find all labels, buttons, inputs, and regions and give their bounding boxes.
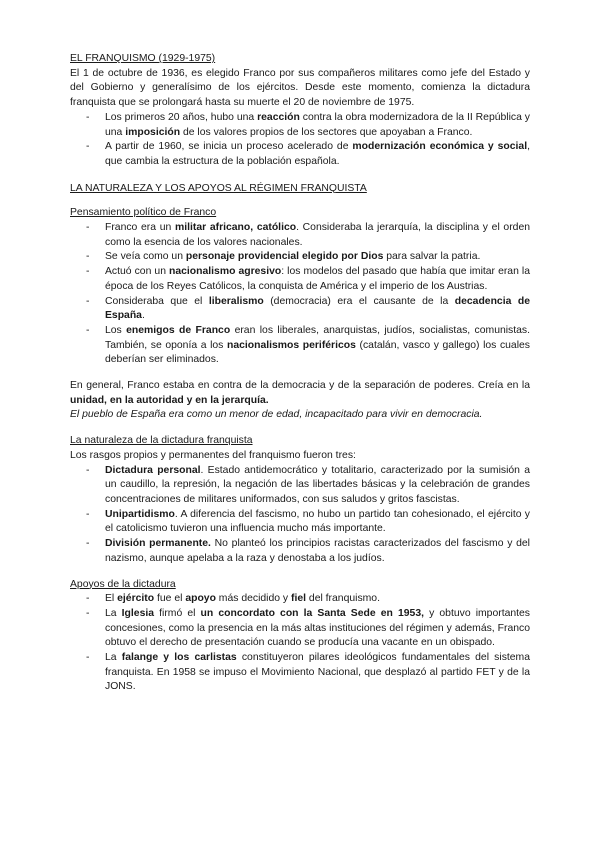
- intro-list: [70, 111, 530, 170]
- naturaleza-intro: Los rasgos propios y permanentes del franquismo fueron tres:: [70, 449, 356, 461]
- italic-note: El pueblo de España era como un menor de edad, incapacitado para vivir en democracia.: [70, 409, 483, 421]
- apoyos-list: [70, 592, 530, 695]
- intro-paragraph: El 1 de octubre de 1936, es elegido Franco por sus compañeros militares como jefe del Estado y del Gobierno y generalísimo de los ejércitos. Desde este momento, comienza la dictadura franquista que se prolongará hasta su muerte el 20 de noviembre de 1975.: [70, 67, 530, 109]
- list-item: - A partir de 1960, se inicia un proceso acelerado de modernización económica y social, que cambia la estructura de la población española.: [105, 140, 530, 169]
- subheading-pensamiento: Pensamiento político de Franco: [70, 207, 217, 219]
- list-item: - La falange y los carlistas constituyeron pilares ideológicos fundamentales del sistema franquista. En 1958 se impuso el Movimiento Nacional, que desplazó al partido FET y de la JONS.: [105, 651, 530, 695]
- section-heading: LA NATURALEZA Y LOS APOYOS AL RÉGIMEN FRANQUISTA: [70, 182, 367, 194]
- pensamiento-list: [70, 221, 530, 368]
- summary-paragraph: En general, Franco estaba en contra de la democracia y de la separación de poderes. Creía en la unidad, en la autoridad y en la jerarquía.: [70, 380, 530, 406]
- list-item: - Unipartidismo. A diferencia del fascismo, no hubo un partido tan cohesionado, el ejército y el catolicismo tuvieron una influencia mucho más importante.: [105, 508, 530, 537]
- subheading-apoyos: Apoyos de la dictadura: [70, 578, 176, 590]
- list-item: - Los primeros 20 años, hubo una reacción contra la obra modernizadora de la II República y una imposición de los valores propios de los sectores que apoyaban a Franco.: [105, 111, 530, 140]
- list-item: - Se veía como un personaje providencial elegido por Dios para salvar la patria.: [105, 250, 530, 265]
- main-heading: EL FRANQUISMO (1929-1975): [70, 53, 216, 64]
- list-item: - División permanente. No planteó los principios racistas caracterizados del fascismo y del nazismo, aunque apelaba a la raza y denostaba a los judíos.: [105, 537, 530, 566]
- list-item: - El ejército fue el apoyo más decidido y fiel del franquismo.: [105, 592, 530, 607]
- list-item: - Consideraba que el liberalismo (democracia) era el causante de la decadencia de España.: [105, 295, 530, 324]
- list-item: - Los enemigos de Franco eran los liberales, anarquistas, judíos, socialistas, comunistas. También, se oponía a los nacionalismos periféricos (catalán, vasco y gallego) los cuales deberían ser eliminados.: [105, 324, 530, 368]
- list-item: - Actuó con un nacionalismo agresivo: los modelos del pasado que había que imitar eran la época de los Reyes Católicos, la conquista de América y el imperio de los Austrias.: [105, 265, 530, 294]
- naturaleza-list: [70, 464, 530, 567]
- list-item: - Franco era un militar africano, católico. Consideraba la jerarquía, la disciplina y el orden como la esencia de los valores nacionales.: [105, 221, 530, 250]
- list-item: - La Iglesia firmó el un concordato con la Santa Sede en 1953, y obtuvo importantes concesiones, como la presencia en la más altas instituciones del régimen y además, Franco obtuvo el derecho de presentación cuando se producía una vacante en un obispado.: [105, 607, 530, 651]
- subheading-naturaleza: La naturaleza de la dictadura franquista: [70, 435, 253, 447]
- list-item: - Dictadura personal. Estado antidemocrático y totalitario, caracterizado por la sumisión a un caudillo, la represión, la negación de las libertades básicas y la celebración de grandes concentraciones de militares uniformados, con sus saludos y gritos fascistas.: [105, 464, 530, 508]
- document-page: [70, 52, 530, 695]
